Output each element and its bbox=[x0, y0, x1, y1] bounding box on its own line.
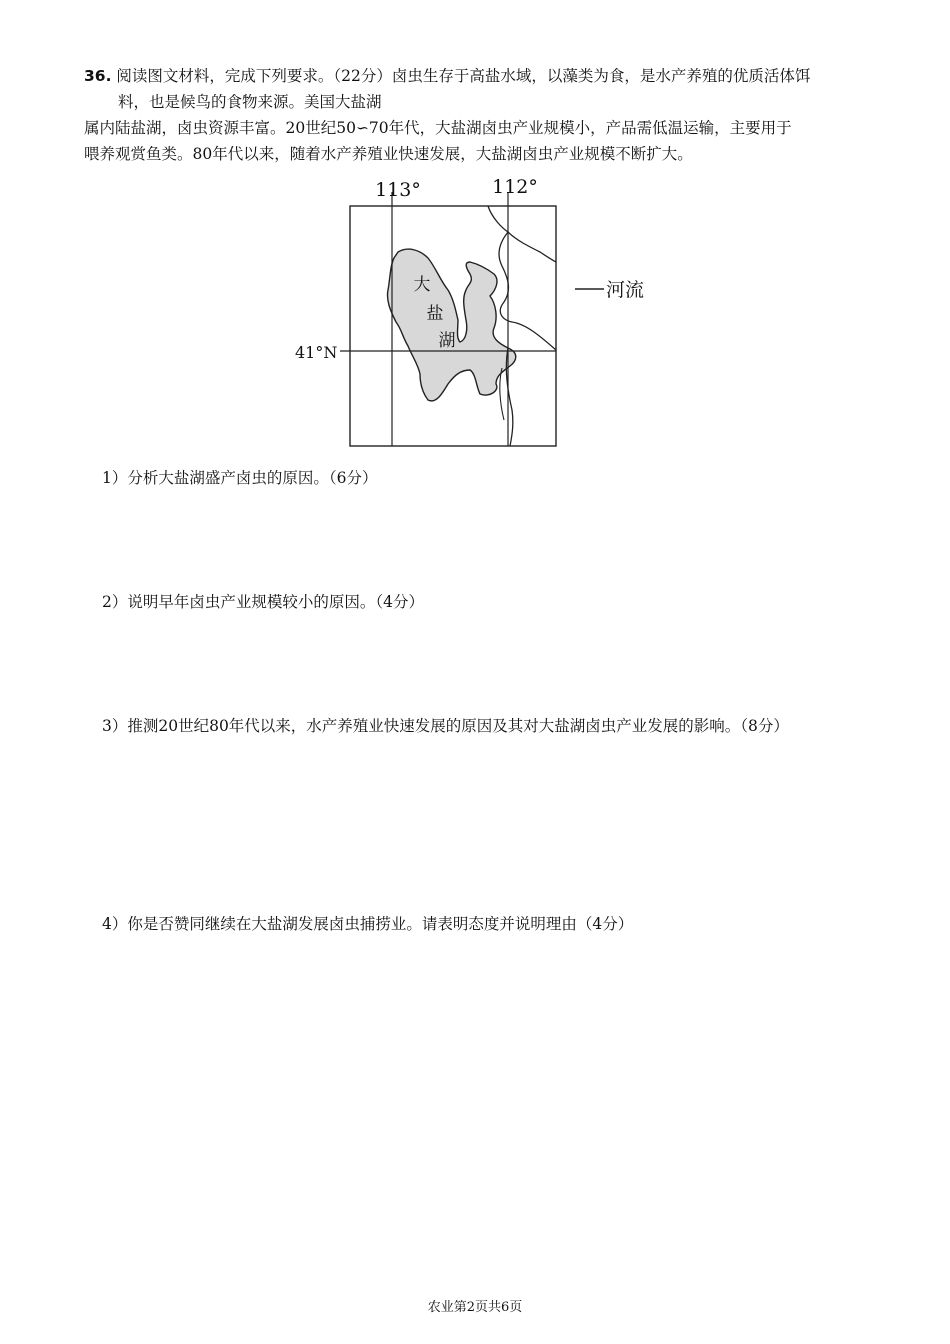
lake-label-char-2: 盐 bbox=[426, 304, 444, 324]
label-lon-112: 112° bbox=[492, 176, 538, 198]
river-legend-label: 河流 bbox=[606, 279, 645, 301]
question-stem-line-1 bbox=[84, 63, 810, 90]
great-salt-lake-shape bbox=[387, 249, 515, 401]
river-1 bbox=[488, 206, 556, 262]
subquestion-3: 3）推测20世纪80年代以来，水产养殖业快速发展的原因及其对大盐湖卤虫产业发展的影响。（8分） bbox=[102, 717, 789, 735]
label-lat-41n: 41°N bbox=[295, 343, 338, 362]
lake-label-char-3: 湖 bbox=[438, 331, 456, 351]
question-stem-line-4: 喂养观赏鱼类。80年代以来，随着水产养殖业快速发展，大盐湖卤虫产业规模不断扩大。 bbox=[84, 145, 693, 163]
subquestion-2: 2）说明早年卤虫产业规模较小的原因。（4分） bbox=[102, 593, 424, 611]
river-4 bbox=[500, 368, 504, 420]
question-stem-line-2: 料，也是候鸟的食物来源。美国大盐湖 bbox=[118, 93, 382, 111]
page-footer: 农业第2页共6页 bbox=[427, 1300, 523, 1315]
label-lon-113: 113° bbox=[375, 179, 421, 201]
question-text-1: 阅读图文材料，完成下列要求。（22分）卤虫生存于高盐水域，以藻类为食，是水产养殖的优质活体饵 bbox=[116, 67, 811, 85]
lake-label-char-1: 大 bbox=[413, 275, 431, 295]
question-stem-line-3: 属内陆盐湖，卤虫资源丰富。20世纪50∽70年代，大盐湖卤虫产业规模小，产品需低温运输，主要用于 bbox=[84, 119, 792, 137]
great-salt-lake-map bbox=[290, 170, 670, 455]
question-number: 36. bbox=[84, 67, 112, 85]
subquestion-1: 1）分析大盐湖盛产卤虫的原因。（6分） bbox=[102, 469, 378, 487]
subquestion-4: 4）你是否赞同继续在大盐湖发展卤虫捕捞业。请表明态度并说明理由（4分） bbox=[102, 915, 634, 933]
